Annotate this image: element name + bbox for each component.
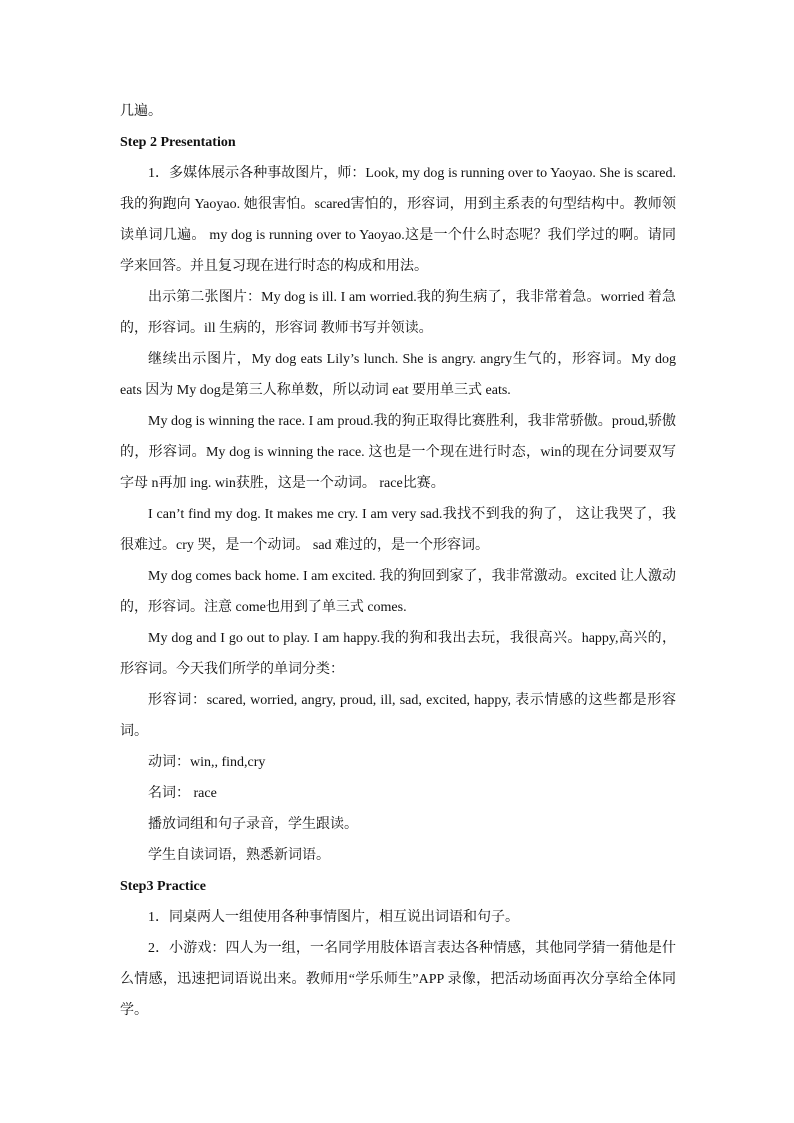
step2-paragraph-1: 1．多媒体展示各种事故图片，师：Look, my dog is running over to Yaoyao. She is scared. 我的狗跑向 Yaoyao. 她很害怕。scared害怕的，形容词，用到主系表的句型结构中。教师领读单词几遍。 my dog is running over to Yaoyao.这是一个什么时态呢？我们学过的啊。请同学来回答。并且复习现在进行时态的构成和用法。 — [120, 166, 676, 274]
step2-paragraph-5: I can’t find my dog. It makes me cry. I am very sad.我找不到我的狗了， 这让我哭了，我很难过。cry 哭，是一个动词。 sad 难过的，是一个形容词。 — [120, 507, 676, 553]
step2-heading: Step 2 Presentation — [120, 135, 236, 150]
continuation-text: 几遍。 — [120, 104, 162, 119]
step2-paragraph-12: 学生自读词语，熟悉新词语。 — [148, 848, 330, 863]
step3-heading: Step3 Practice — [120, 879, 206, 894]
step2-paragraph-11: 播放词组和句子录音，学生跟读。 — [148, 817, 358, 832]
step2-paragraph-3: 继续出示图片，My dog eats Lily’s lunch. She is angry. angry生气的，形容词。My dog eats 因为 My dog是第三人称单数，所以动词 eat 要用单三式 eats. — [120, 352, 676, 398]
verb-list: 动词：win,, find,cry — [148, 755, 266, 770]
document-page — [120, 96, 676, 1026]
step2-paragraph-4: My dog is winning the race. I am proud.我的狗正取得比赛胜利，我非常骄傲。proud,骄傲的，形容词。My dog is winning the race. 这也是一个现在进行时态，win的现在分词要双写字母 n再加 ing. win获胜，这是一个动词。 race比赛。 — [120, 414, 676, 491]
step3-paragraph-1: 1．同桌两人一组使用各种事情图片，相互说出词语和句子。 — [148, 910, 519, 925]
step2-paragraph-7: My dog and I go out to play. I am happy.我的狗和我出去玩，我很高兴。happy,高兴的，形容词。今天我们所学的单词分类： — [120, 631, 676, 677]
noun-list: 名词： race — [148, 786, 217, 801]
step3-paragraph-2: 2．小游戏：四人为一组，一名同学用肢体语言表达各种情感，其他同学猜一猜他是什么情感，迅速把词语说出来。教师用“学乐师生”APP 录像，把活动场面再次分享给全体同学。 — [120, 941, 676, 1018]
step2-paragraph-6: My dog comes back home. I am excited. 我的狗回到家了，我非常激动。excited 让人激动的，形容词。注意 come也用到了单三式 comes. — [120, 569, 676, 615]
step2-paragraph-2: 出示第二张图片：My dog is ill. I am worried.我的狗生病了，我非常着急。worried 着急的，形容词。ill 生病的，形容词 教师书写并领读。 — [120, 290, 676, 336]
adjective-list: 形容词：scared, worried, angry, proud, ill, sad, excited, happy, 表示情感的这些都是形容词。 — [120, 693, 676, 739]
